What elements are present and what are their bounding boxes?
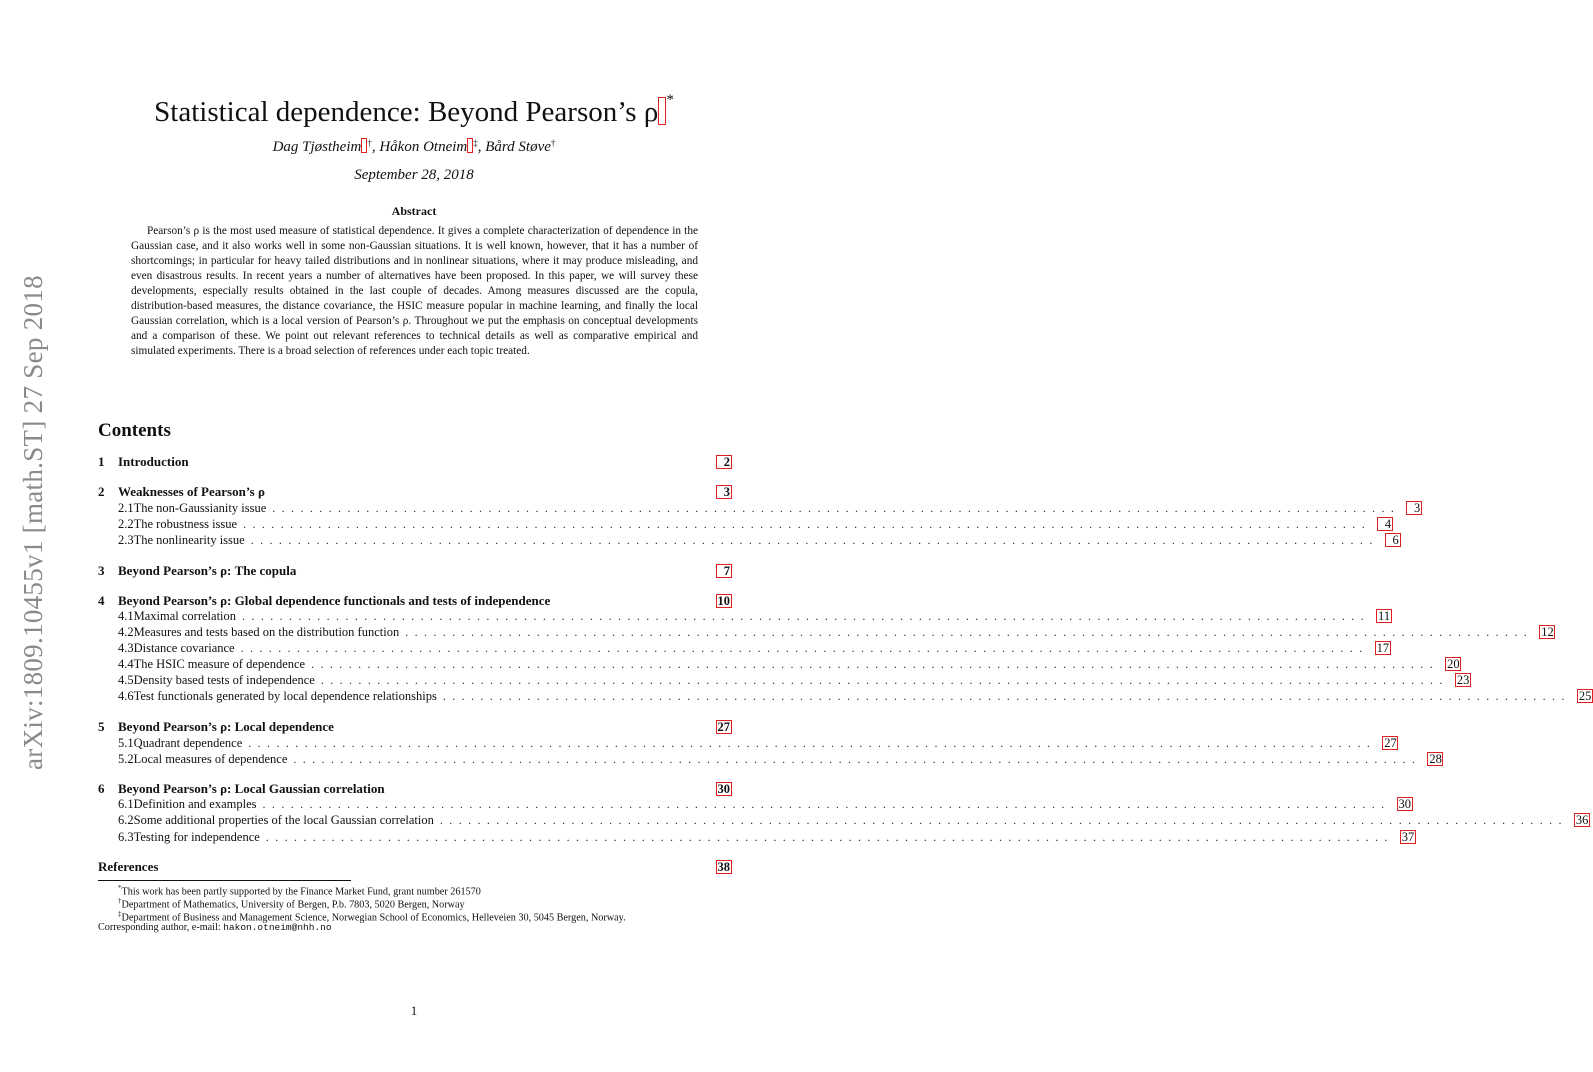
author-1: Dag Tjøstheim (272, 139, 362, 155)
toc-label: Beyond Pearson’s ρ: Global dependence functionals and tests of independence (118, 593, 551, 608)
footnote-1-text: This work has been partly supported by the Finance Market Fund, grant number 261570 (121, 886, 481, 898)
toc-page-link[interactable]: 17 (1376, 641, 1390, 655)
toc-number: 3 (98, 563, 105, 578)
author-list: Dag Tjøstheim †, Håkon Otneim ‡, Bård Støve† (272, 138, 556, 155)
toc-entry-4-6[interactable] (98, 689, 1592, 705)
toc-entry-6-2[interactable] (98, 813, 1589, 829)
toc-entry-4[interactable] (98, 593, 732, 609)
toc-entry-4-2[interactable] (98, 625, 1554, 641)
toc-leader-dots: ........................................................................................................................ (242, 609, 1371, 623)
toc-label: Definition and examples (133, 797, 257, 811)
toc-number: 6.3 (118, 830, 134, 844)
toc-entry-4-3[interactable] (98, 641, 1390, 657)
author-3: Bård Støve (485, 139, 551, 155)
toc-page-link[interactable]: 12 (1541, 625, 1554, 639)
arxiv-stamp: arXiv:1809.10455v1 [math.ST] 27 Sep 2018 (18, 275, 48, 770)
toc-leader-dots: ........................................................................................................................ (250, 533, 1379, 547)
toc-leader-dots: ........................................................................................................................ (311, 657, 1440, 671)
toc-page-link[interactable]: 28 (1429, 752, 1442, 766)
toc-leader-dots: ........................................................................................................................ (405, 625, 1534, 639)
toc-references[interactable] (98, 859, 732, 875)
author-1-mark: † (367, 138, 372, 148)
toc-leader-dots: ........................................................................................................................ (262, 797, 1391, 811)
toc-number: 6 (98, 781, 105, 796)
paper-title (0, 92, 828, 129)
abstract-text: Pearson’s ρ is the most used measure of statistical dependence. It gives a complete characterization of dependence in the Gaussian case, and it also works well in some non-Gaussian situations. It is well known, however, that it has a number of shortcomings; in particular for heavy tailed distributions and in nonlinear situations, where it may produce misleading, and even disastrous results. In recent years a number of alternatives have been proposed. In this paper, we will survey these developments, especially results obtained in the last couple of decades. Among measures discussed are the copula, distribution-based measures, the distance covariance, the HSIC measure popular in machine learning, and finally the local Gaussian correlation, which is a local version of Pearson’s ρ. Throughout we put the emphasis on conceptual developments and a comparison of these. We point out relevant references to technical details as well as comparative empirical and simulated experiments. There is a broad selection of references under each topic treated. (131, 225, 698, 357)
toc-entry-5[interactable] (98, 719, 732, 735)
toc-number: 2.2 (118, 517, 134, 531)
toc-page-link[interactable]: 7 (716, 564, 732, 578)
toc-label: Introduction (118, 454, 189, 469)
toc-entry-1[interactable] (98, 454, 732, 470)
footnote-rule (98, 880, 351, 881)
toc-number: 1 (98, 454, 105, 469)
toc-number: 2.3 (118, 533, 134, 547)
contents-heading: Contents (98, 420, 171, 441)
toc-page-link[interactable]: 10 (717, 594, 730, 608)
author-2: Håkon Otneim (379, 139, 468, 155)
toc-page-link[interactable]: 36 (1575, 813, 1589, 827)
footnote-1-mark: * (118, 884, 122, 892)
toc-page-link[interactable]: 38 (717, 860, 730, 874)
toc-leader-dots: ........................................................................................................................ (265, 830, 1394, 844)
toc-entry-6[interactable] (98, 781, 732, 797)
toc-page-link[interactable]: 30 (717, 782, 730, 796)
toc-label: Measures and tests based on the distribution function (133, 625, 400, 639)
toc-number: 6.1 (118, 797, 134, 811)
toc-entry-4-4[interactable] (98, 657, 1460, 673)
toc-entry-5-2[interactable] (98, 752, 1442, 768)
footnote-2-mark: † (118, 897, 122, 905)
toc-number: 4.1 (118, 609, 134, 623)
toc-label: Maximal correlation (133, 609, 237, 623)
toc-label: The HSIC measure of dependence (133, 657, 306, 671)
toc-leader-dots: ........................................................................................................................ (320, 673, 1449, 687)
toc-number: 4.3 (118, 641, 134, 655)
footnote-4 (98, 921, 738, 934)
toc-entry-4-5[interactable] (98, 673, 1470, 689)
toc-page-link[interactable]: 11 (1378, 609, 1391, 623)
page-number: 1 (410, 1003, 418, 1018)
paper-date: September 28, 2018 (354, 167, 474, 183)
toc-label: Beyond Pearson’s ρ: Local Gaussian correlation (118, 781, 385, 796)
toc-label: Local measures of dependence (133, 752, 288, 766)
author-2-mark: ‡ (473, 138, 478, 148)
toc-page-link[interactable]: 6 (1385, 533, 1401, 547)
toc-label: Beyond Pearson’s ρ: Local dependence (118, 719, 334, 734)
toc-label: Test functionals generated by local dependence relationships (133, 689, 437, 703)
toc-leader-dots: ........................................................................................................................ (442, 689, 1571, 703)
toc-page-link[interactable]: 37 (1401, 830, 1415, 844)
toc-page-link[interactable]: 27 (1384, 736, 1397, 750)
toc-number: 5.1 (118, 736, 134, 750)
abstract-heading: Abstract (391, 204, 437, 218)
toc-label: Beyond Pearson’s ρ: The copula (118, 563, 297, 578)
toc-entry-5-1[interactable] (98, 736, 1397, 752)
toc-entry-6-1[interactable] (98, 797, 1412, 813)
toc-number: 2.1 (118, 501, 134, 515)
footnote-3-text: Department of Business and Management Science, Norwegian School of Economics, Helleveien 30, 5045 Bergen, Norway. (121, 912, 626, 924)
toc-label: The non-Gaussianity issue (133, 501, 267, 515)
toc-page-link[interactable]: 23 (1456, 673, 1470, 687)
toc-entry-2-1[interactable] (98, 501, 1421, 517)
toc-entry-2[interactable] (98, 484, 732, 500)
toc-page-link[interactable]: 2 (716, 455, 732, 469)
toc-page-link[interactable]: 3 (1406, 501, 1422, 515)
corresponding-email[interactable]: hakon.otneim@nhh.no (223, 922, 332, 933)
toc-label: Distance covariance (133, 641, 235, 655)
title-footnote-mark: * (666, 92, 674, 108)
toc-label: Testing for independence (133, 830, 260, 844)
toc-number: 5.2 (118, 752, 134, 766)
toc-leader-dots: ........................................................................................................................ (439, 813, 1568, 827)
toc-number: 6.2 (118, 813, 134, 827)
toc-label: The nonlinearity issue (133, 533, 245, 547)
footnote-3-mark: ‡ (118, 910, 122, 918)
toc-entry-2-3[interactable] (98, 533, 1399, 549)
toc-entry-3[interactable] (98, 563, 732, 579)
toc-leader-dots: ........................................................................................................................ (248, 736, 1377, 750)
toc-leader-dots: ........................................................................................................................ (272, 501, 1401, 515)
toc-entry-6-3[interactable] (98, 830, 1415, 846)
toc-number: 4.5 (118, 673, 134, 687)
toc-entry-4-1[interactable] (98, 609, 1391, 625)
toc-label: Some additional properties of the local Gaussian correlation (133, 813, 434, 827)
toc-page-link[interactable]: 30 (1398, 797, 1412, 811)
toc-page-link[interactable]: 3 (716, 485, 732, 499)
toc-page-link[interactable]: 20 (1447, 657, 1460, 671)
toc-label: Weaknesses of Pearson’s ρ (118, 484, 265, 499)
footnote-2-text: Department of Mathematics, University of Bergen, P.b. 7803, 5020 Bergen, Norway (121, 899, 465, 911)
toc-number: 4 (98, 593, 105, 608)
toc-label: Quadrant dependence (133, 736, 243, 750)
title-text: Statistical dependence: Beyond Pearson’s ρ (154, 96, 659, 128)
toc-label: The robustness issue (133, 517, 238, 531)
toc-page-link[interactable]: 4 (1377, 517, 1393, 531)
toc-number: 2 (98, 484, 105, 499)
toc-label: Density based tests of independence (133, 673, 315, 687)
toc-label: References (98, 859, 159, 874)
toc-page-link[interactable]: 27 (717, 720, 730, 734)
toc-entry-2-2[interactable] (98, 517, 1392, 533)
toc-number: 4.6 (118, 689, 134, 703)
toc-page-link[interactable]: 25 (1578, 689, 1592, 703)
toc-number: 4.2 (118, 625, 134, 639)
footnote-4-text: Corresponding author, e-mail: (98, 922, 224, 933)
toc-number: 5 (98, 719, 105, 734)
toc-leader-dots: ........................................................................................................................ (293, 752, 1422, 766)
author-3-mark: † (550, 138, 556, 148)
toc-leader-dots: ........................................................................................................................ (240, 641, 1369, 655)
toc-number: 4.4 (118, 657, 134, 671)
toc-leader-dots: ........................................................................................................................ (243, 517, 1372, 531)
